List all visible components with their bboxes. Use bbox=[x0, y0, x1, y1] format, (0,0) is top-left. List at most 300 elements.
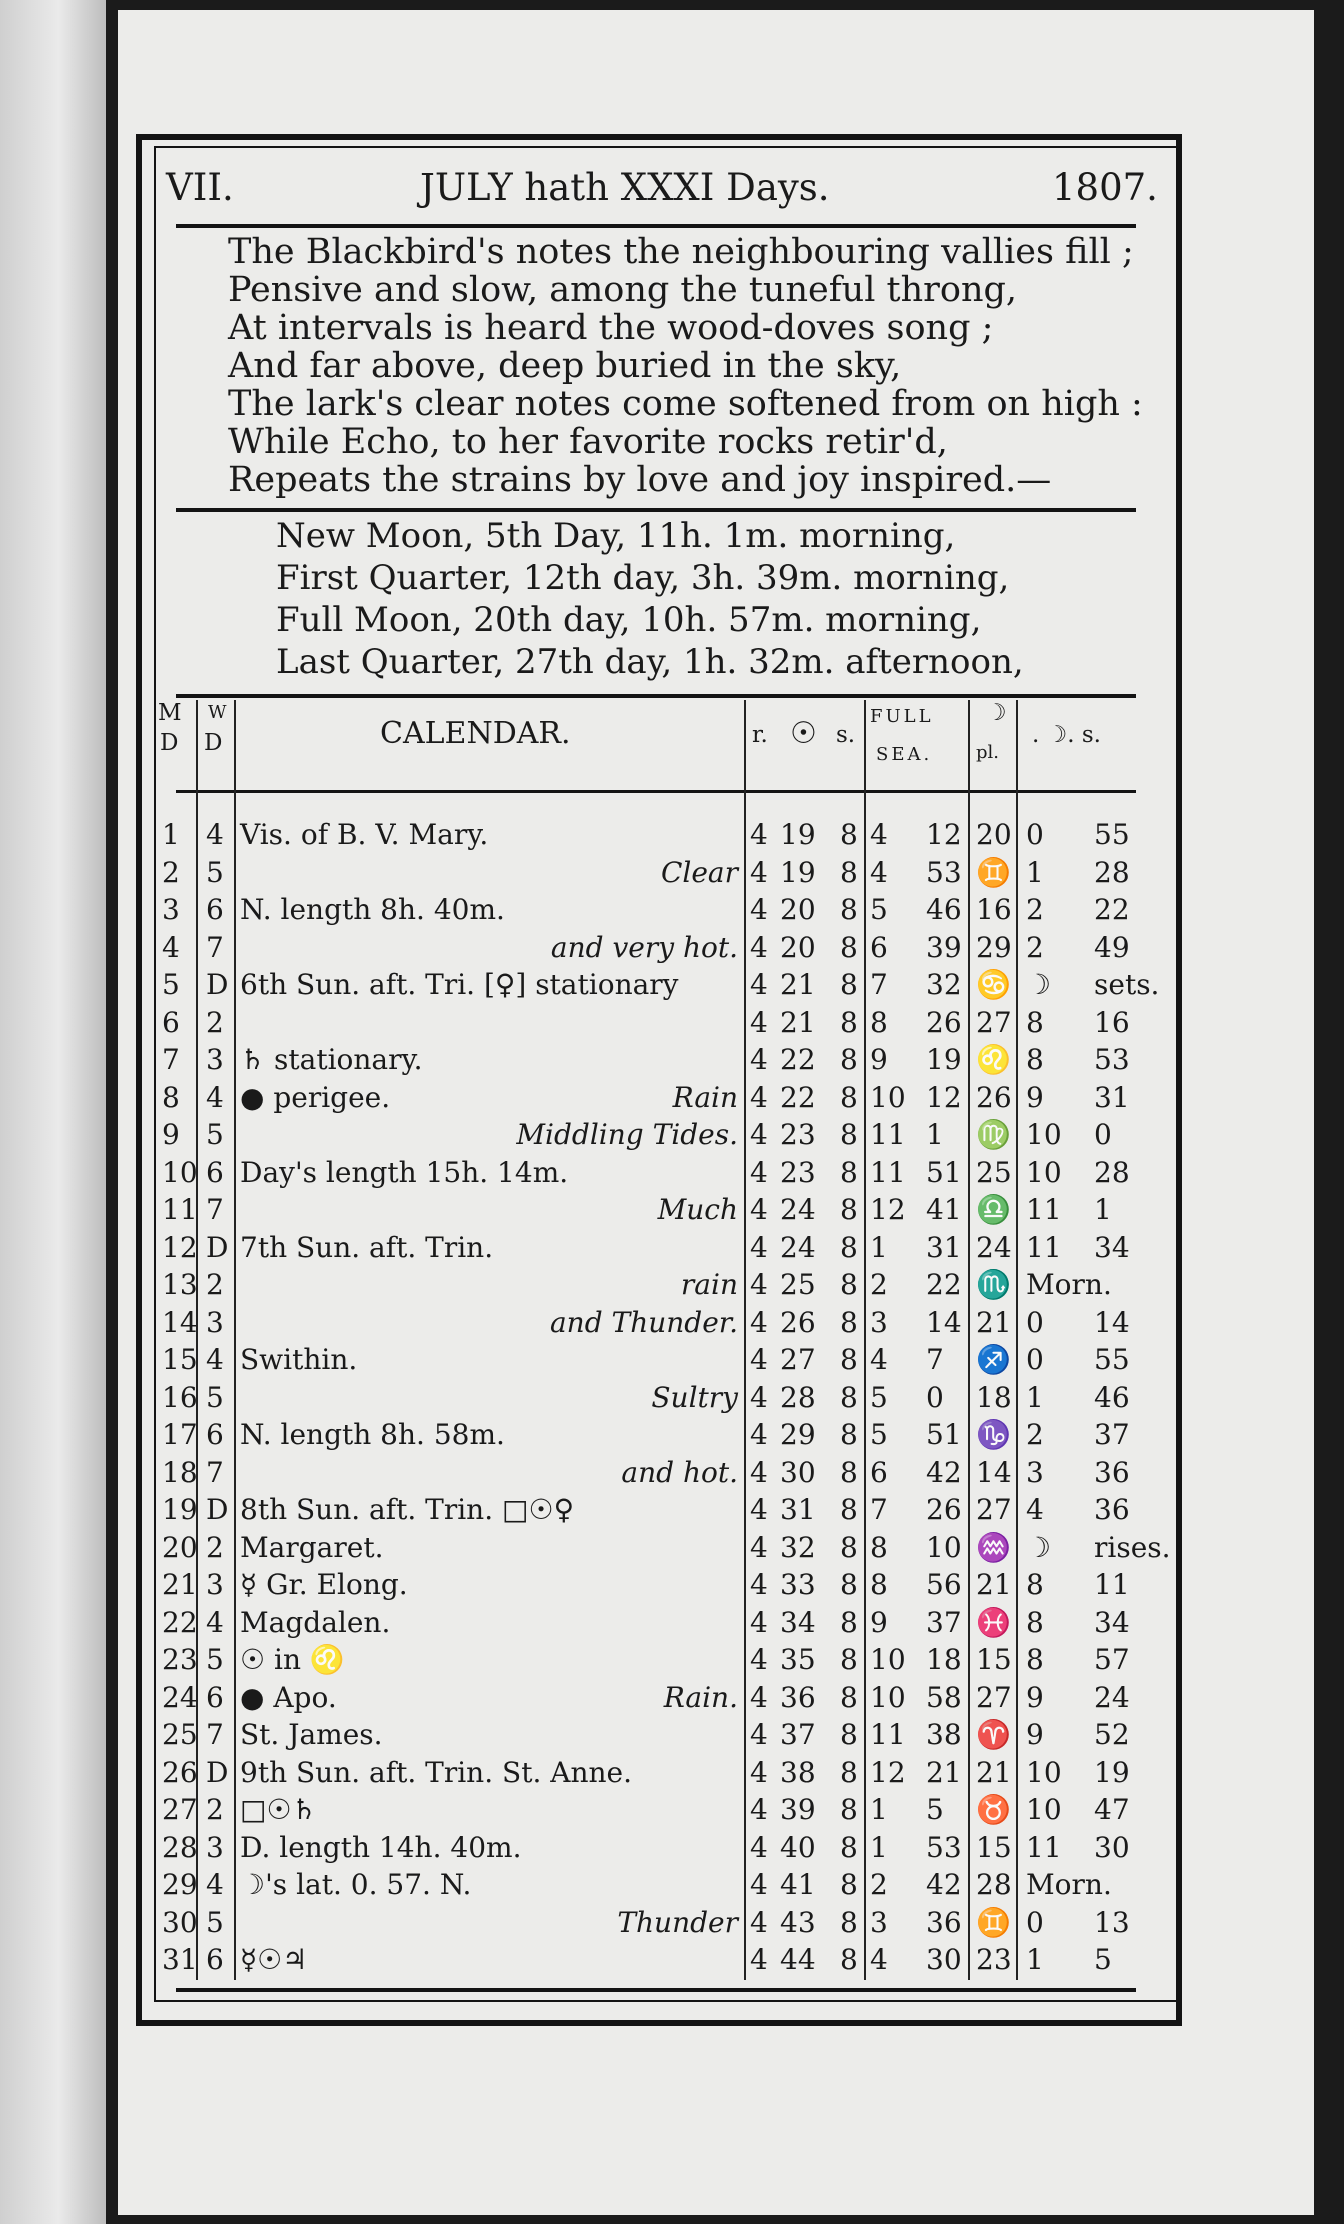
full-sea-minute: 7 bbox=[926, 1343, 944, 1376]
moon-minute: 37 bbox=[1094, 1418, 1130, 1451]
sunset-minute: 27 bbox=[780, 1343, 816, 1376]
moon-hour: 0 bbox=[1026, 818, 1044, 851]
table-row bbox=[0, 1831, 1344, 1868]
week-day: 2 bbox=[206, 1268, 224, 1301]
moon-place: 14 bbox=[976, 1455, 1012, 1489]
table-row bbox=[0, 931, 1344, 968]
full-sea-minute: 51 bbox=[926, 1155, 962, 1189]
full-sea-hour: 10 bbox=[870, 1080, 906, 1114]
poem-line: The Blackbird's notes the neighbouring vallies fill ; bbox=[228, 232, 1134, 272]
moon-place: ♊ bbox=[976, 1905, 1011, 1939]
table-bottom-rule bbox=[176, 1988, 1136, 1992]
calendar-entry: ☽'s lat. 0. 57. N. bbox=[240, 1868, 472, 1901]
moon-minute: 53 bbox=[1094, 1043, 1130, 1076]
month-day-header-2: D bbox=[160, 730, 179, 756]
table-row bbox=[0, 1456, 1344, 1493]
moon-place: 15 bbox=[976, 1643, 1012, 1676]
calendar-entry: St. James. bbox=[240, 1718, 383, 1751]
moon-place: 24 bbox=[976, 1230, 1012, 1264]
sunrise-hour: 4 bbox=[750, 1605, 768, 1639]
sunrise-hour: 4 bbox=[750, 818, 768, 851]
moon-hour: 8 bbox=[1026, 1043, 1044, 1076]
full-sea-hour: 11 bbox=[870, 1718, 906, 1751]
month-day: 15 bbox=[162, 1343, 198, 1376]
calendar-entry: 6th Sun. aft. Tri. [♀] stationary bbox=[240, 968, 679, 1001]
week-day: 3 bbox=[206, 1568, 224, 1601]
full-sea-hour: 8 bbox=[870, 1005, 888, 1039]
sunset-hour: 8 bbox=[840, 1718, 858, 1751]
moon-hour: 10 bbox=[1026, 1155, 1062, 1189]
weather-note: and Thunder. bbox=[549, 1305, 738, 1339]
calendar-entry: ♄ stationary. bbox=[240, 1043, 423, 1076]
full-sea-minute: 1 bbox=[926, 1118, 944, 1151]
moon-hour: 8 bbox=[1026, 1605, 1044, 1639]
sunset-minute: 21 bbox=[780, 968, 816, 1001]
moon-hour: 1 bbox=[1026, 1380, 1044, 1414]
week-day: 6 bbox=[206, 1943, 224, 1976]
moon-minute: 22 bbox=[1094, 893, 1130, 926]
calendar-entry: Vis. of B. V. Mary. bbox=[240, 818, 489, 851]
week-day-header: W bbox=[208, 702, 227, 723]
month-day: 1 bbox=[162, 818, 180, 851]
full-sea-hour: 11 bbox=[870, 1118, 906, 1151]
full-sea-minute: 26 bbox=[926, 1493, 962, 1526]
moon-place: 27 bbox=[976, 1493, 1012, 1526]
table-row bbox=[0, 818, 1344, 855]
sunset-hour: 8 bbox=[840, 1943, 858, 1976]
moon-minute: 52 bbox=[1094, 1718, 1130, 1751]
poem-line: And far above, deep buried in the sky, bbox=[228, 346, 902, 386]
sunset-header: s. bbox=[836, 722, 856, 748]
sunrise-hour: 4 bbox=[750, 1905, 768, 1939]
moon-minute: 11 bbox=[1094, 1568, 1130, 1601]
moon-place: 23 bbox=[976, 1943, 1012, 1976]
full-sea-minute: 0 bbox=[926, 1380, 944, 1414]
week-day: 4 bbox=[206, 1605, 224, 1639]
table-row bbox=[0, 1793, 1344, 1830]
full-sea-minute: 18 bbox=[926, 1643, 962, 1676]
full-sea-minute: 46 bbox=[926, 893, 962, 926]
sunset-minute: 25 bbox=[780, 1268, 816, 1301]
sunrise-hour: 4 bbox=[750, 1418, 768, 1451]
month-day: 31 bbox=[162, 1943, 198, 1976]
full-sea-minute: 42 bbox=[926, 1868, 962, 1901]
full-sea-minute: 12 bbox=[926, 1080, 962, 1114]
moon-minute: 34 bbox=[1094, 1230, 1130, 1264]
week-day: 4 bbox=[206, 818, 224, 851]
month-day: 13 bbox=[162, 1268, 198, 1301]
month-day: 11 bbox=[162, 1193, 198, 1226]
month-day: 6 bbox=[162, 1005, 180, 1039]
month-day: 4 bbox=[162, 930, 180, 964]
month-day: 5 bbox=[162, 968, 180, 1001]
month-day: 9 bbox=[162, 1118, 180, 1151]
calendar-entry: ● perigee. bbox=[240, 1080, 391, 1114]
calendar-header: CALENDAR. bbox=[380, 716, 571, 751]
calendar-entry: Day's length 15h. 14m. bbox=[240, 1155, 569, 1189]
sunrise-hour: 4 bbox=[750, 1230, 768, 1264]
sunset-hour: 8 bbox=[840, 1080, 858, 1114]
moon-rise-set-header: . ☽. s. bbox=[1032, 722, 1101, 748]
weather-note: Middling Tides. bbox=[516, 1118, 738, 1151]
moon-place: ♌ bbox=[976, 1043, 1011, 1076]
full-sea-hour: 1 bbox=[870, 1793, 888, 1826]
sunset-minute: 20 bbox=[780, 893, 816, 926]
sunset-minute: 32 bbox=[780, 1530, 816, 1564]
month-day: 24 bbox=[162, 1680, 198, 1714]
full-sea-hour: 3 bbox=[870, 1305, 888, 1339]
full-sea-minute: 14 bbox=[926, 1305, 962, 1339]
full-sea-hour: 2 bbox=[870, 1868, 888, 1901]
table-row bbox=[0, 1268, 1344, 1305]
month-day: 17 bbox=[162, 1418, 198, 1451]
full-sea-minute: 26 bbox=[926, 1005, 962, 1039]
calendar-entry: 8th Sun. aft. Trin. □☉♀ bbox=[240, 1493, 575, 1526]
moon-minute: 57 bbox=[1094, 1643, 1130, 1676]
sun-symbol-icon: ☉ bbox=[790, 716, 817, 751]
sunset-hour: 8 bbox=[840, 930, 858, 964]
poem-line: The lark's clear notes come softened from on high : bbox=[228, 384, 1143, 424]
week-day: 2 bbox=[206, 1793, 224, 1826]
weather-note: Much bbox=[657, 1193, 738, 1226]
sunset-minute: 38 bbox=[780, 1755, 816, 1789]
month-day: 2 bbox=[162, 855, 180, 889]
week-day: 5 bbox=[206, 855, 224, 889]
sunset-hour: 8 bbox=[840, 1043, 858, 1076]
sunrise-hour: 4 bbox=[750, 1193, 768, 1226]
moon-place: 21 bbox=[976, 1755, 1012, 1789]
month-day: 8 bbox=[162, 1080, 180, 1114]
calendar-entry: D. length 14h. 40m. bbox=[240, 1830, 522, 1864]
full-sea-minute: 56 bbox=[926, 1568, 962, 1601]
full-sea-hour: 12 bbox=[870, 1755, 906, 1789]
moon-phase-line: First Quarter, 12th day, 3h. 39m. morning, bbox=[276, 558, 1010, 598]
weather-note: and hot. bbox=[621, 1455, 738, 1489]
sunrise-hour: 4 bbox=[750, 1943, 768, 1976]
sunset-minute: 33 bbox=[780, 1568, 816, 1601]
calendar-entry: □☉♄ bbox=[240, 1793, 317, 1826]
sunset-hour: 8 bbox=[840, 1230, 858, 1264]
moon-hour: ☽ bbox=[1026, 1530, 1052, 1564]
table-row bbox=[0, 893, 1344, 930]
moon-place: 16 bbox=[976, 893, 1012, 926]
sunset-minute: 24 bbox=[780, 1193, 816, 1226]
full-sea-hour: 6 bbox=[870, 930, 888, 964]
moon-place: 15 bbox=[976, 1830, 1012, 1864]
full-sea-hour: 5 bbox=[870, 893, 888, 926]
table-row bbox=[0, 1681, 1344, 1718]
full-sea-minute: 37 bbox=[926, 1605, 962, 1639]
week-day: 7 bbox=[206, 930, 224, 964]
moon-place: ♓ bbox=[976, 1605, 1011, 1639]
table-row bbox=[0, 1043, 1344, 1080]
week-day: 6 bbox=[206, 1680, 224, 1714]
full-sea-minute: 21 bbox=[926, 1755, 962, 1789]
moon-place: ♉ bbox=[976, 1793, 1011, 1826]
sunrise-hour: 4 bbox=[750, 1118, 768, 1151]
week-day: 2 bbox=[206, 1530, 224, 1564]
sunset-hour: 8 bbox=[840, 1305, 858, 1339]
weather-note: and very hot. bbox=[550, 930, 738, 964]
sunset-hour: 8 bbox=[840, 1493, 858, 1526]
full-sea-minute: 22 bbox=[926, 1268, 962, 1301]
moon-minute: 34 bbox=[1094, 1605, 1130, 1639]
week-day: 4 bbox=[206, 1080, 224, 1114]
table-row bbox=[0, 1006, 1344, 1043]
moon-place: ♒ bbox=[976, 1530, 1011, 1564]
sunset-minute: 30 bbox=[780, 1455, 816, 1489]
full-sea-hour: 5 bbox=[870, 1418, 888, 1451]
moon-hour: 11 bbox=[1026, 1193, 1062, 1226]
moon-hour: 11 bbox=[1026, 1830, 1062, 1864]
sunrise-hour: 4 bbox=[750, 1305, 768, 1339]
sunrise-hour: 4 bbox=[750, 930, 768, 964]
moon-place: ♏ bbox=[976, 1268, 1011, 1301]
month-day: 23 bbox=[162, 1643, 198, 1676]
moon-minute: 28 bbox=[1094, 855, 1130, 889]
moon-place: ♍ bbox=[976, 1118, 1011, 1151]
moon-minute: 55 bbox=[1094, 818, 1130, 851]
sunset-minute: 41 bbox=[780, 1868, 816, 1901]
moon-hour: 10 bbox=[1026, 1755, 1062, 1789]
moon-hour: 4 bbox=[1026, 1493, 1044, 1526]
table-row bbox=[0, 1306, 1344, 1343]
full-sea-minute: 10 bbox=[926, 1530, 962, 1564]
poem-line: While Echo, to her favorite rocks retir'd, bbox=[228, 422, 948, 462]
month-day: 18 bbox=[162, 1455, 198, 1489]
sunset-hour: 8 bbox=[840, 855, 858, 889]
sunrise-header: r. bbox=[752, 722, 768, 748]
sunset-hour: 8 bbox=[840, 1680, 858, 1714]
sunset-hour: 8 bbox=[840, 1830, 858, 1864]
table-row bbox=[0, 968, 1344, 1005]
week-day: 4 bbox=[206, 1868, 224, 1901]
moon-place: 21 bbox=[976, 1305, 1012, 1339]
calendar-entry: 9th Sun. aft. Trin. St. Anne. bbox=[240, 1755, 632, 1789]
week-day: 2 bbox=[206, 1005, 224, 1039]
month-day: 30 bbox=[162, 1905, 198, 1939]
month-day: 29 bbox=[162, 1868, 198, 1901]
moon-place: 28 bbox=[976, 1868, 1012, 1901]
moon-place: 21 bbox=[976, 1568, 1012, 1601]
moon-hour: Morn. bbox=[1026, 1868, 1112, 1901]
sunset-hour: 8 bbox=[840, 1905, 858, 1939]
full-sea-hour: 7 bbox=[870, 968, 888, 1001]
moon-hour: 2 bbox=[1026, 930, 1044, 964]
moon-hour: 1 bbox=[1026, 1943, 1044, 1976]
table-row bbox=[0, 1081, 1344, 1118]
sunset-hour: 8 bbox=[840, 1793, 858, 1826]
sunset-hour: 8 bbox=[840, 1418, 858, 1451]
sunrise-hour: 4 bbox=[750, 1793, 768, 1826]
sunrise-hour: 4 bbox=[750, 1755, 768, 1789]
moon-place: ♑ bbox=[976, 1418, 1011, 1451]
sunset-minute: 31 bbox=[780, 1493, 816, 1526]
moon-hour: 10 bbox=[1026, 1793, 1062, 1826]
full-sea-minute: 38 bbox=[926, 1718, 962, 1751]
table-row bbox=[0, 1868, 1344, 1905]
week-day: 3 bbox=[206, 1305, 224, 1339]
table-row bbox=[0, 1568, 1344, 1605]
sunset-minute: 34 bbox=[780, 1605, 816, 1639]
sunset-hour: 8 bbox=[840, 893, 858, 926]
calendar-entry: ☿ Gr. Elong. bbox=[240, 1568, 408, 1601]
moon-minute: 24 bbox=[1094, 1680, 1130, 1714]
sunset-minute: 37 bbox=[780, 1718, 816, 1751]
week-day: 5 bbox=[206, 1380, 224, 1414]
moon-hour: 9 bbox=[1026, 1080, 1044, 1114]
moon-hour: 10 bbox=[1026, 1118, 1062, 1151]
week-day: 6 bbox=[206, 893, 224, 926]
moon-place: 29 bbox=[976, 930, 1012, 964]
table-row bbox=[0, 1156, 1344, 1193]
sunrise-hour: 4 bbox=[750, 1568, 768, 1601]
calendar-entry: Margaret. bbox=[240, 1530, 384, 1564]
sunset-hour: 8 bbox=[840, 968, 858, 1001]
calendar-entry: ☿☉♃ bbox=[240, 1943, 308, 1976]
sunset-hour: 8 bbox=[840, 1605, 858, 1639]
month-day: 22 bbox=[162, 1605, 198, 1639]
full-sea-minute: 5 bbox=[926, 1793, 944, 1826]
full-sea-minute: 12 bbox=[926, 818, 962, 851]
moon-hour: 0 bbox=[1026, 1905, 1044, 1939]
table-row bbox=[0, 1231, 1344, 1268]
sunset-minute: 21 bbox=[780, 1005, 816, 1039]
full-sea-minute: 53 bbox=[926, 1830, 962, 1864]
sunrise-hour: 4 bbox=[750, 968, 768, 1001]
full-sea-minute: 53 bbox=[926, 855, 962, 889]
moon-hour: 0 bbox=[1026, 1305, 1044, 1339]
sunset-minute: 44 bbox=[780, 1943, 816, 1976]
moon-hour: 3 bbox=[1026, 1455, 1044, 1489]
month-day: 25 bbox=[162, 1718, 198, 1751]
sunrise-hour: 4 bbox=[750, 1455, 768, 1489]
sunrise-hour: 4 bbox=[750, 893, 768, 926]
table-row bbox=[0, 1756, 1344, 1793]
week-day: 5 bbox=[206, 1643, 224, 1676]
sunrise-hour: 4 bbox=[750, 1718, 768, 1751]
sunset-hour: 8 bbox=[840, 1643, 858, 1676]
table-row bbox=[0, 1343, 1344, 1380]
moon-phase-line: New Moon, 5th Day, 11h. 1m. morning, bbox=[276, 516, 956, 556]
moon-minute: 36 bbox=[1094, 1493, 1130, 1526]
sunset-hour: 8 bbox=[840, 1268, 858, 1301]
weather-note: Sultry bbox=[651, 1380, 738, 1414]
moon-hour: ☽ bbox=[1026, 968, 1052, 1001]
week-day: 5 bbox=[206, 1905, 224, 1939]
moon-hour: Morn. bbox=[1026, 1268, 1112, 1301]
table-row bbox=[0, 1718, 1344, 1755]
sunset-hour: 8 bbox=[840, 1118, 858, 1151]
table-row bbox=[0, 1943, 1344, 1980]
month-day: 21 bbox=[162, 1568, 198, 1601]
sunrise-hour: 4 bbox=[750, 1343, 768, 1376]
full-sea-minute: 36 bbox=[926, 1905, 962, 1939]
sunrise-hour: 4 bbox=[750, 1643, 768, 1676]
moon-minute: 31 bbox=[1094, 1080, 1130, 1114]
sunset-minute: 22 bbox=[780, 1043, 816, 1076]
full-sea-hour: 4 bbox=[870, 818, 888, 851]
sunrise-hour: 4 bbox=[750, 1043, 768, 1076]
sunset-minute: 19 bbox=[780, 818, 816, 851]
table-row bbox=[0, 1118, 1344, 1155]
sunset-minute: 26 bbox=[780, 1305, 816, 1339]
moon-place: 20 bbox=[976, 818, 1012, 851]
moon-minute: 1 bbox=[1094, 1193, 1112, 1226]
full-sea-hour: 1 bbox=[870, 1230, 888, 1264]
week-day: 7 bbox=[206, 1718, 224, 1751]
table-row bbox=[0, 1418, 1344, 1455]
moon-minute: 49 bbox=[1094, 930, 1130, 964]
month-day: 3 bbox=[162, 893, 180, 926]
sunrise-hour: 4 bbox=[750, 1268, 768, 1301]
month-day: 19 bbox=[162, 1493, 198, 1526]
full-sea-minute: 41 bbox=[926, 1193, 962, 1226]
week-day: D bbox=[206, 1493, 229, 1526]
sunset-hour: 8 bbox=[840, 1155, 858, 1189]
weather-note: Rain. bbox=[663, 1680, 738, 1714]
moon-place: 25 bbox=[976, 1155, 1012, 1189]
moon-minute: 47 bbox=[1094, 1793, 1130, 1826]
moon-phase-line: Last Quarter, 27th day, 1h. 32m. afternoon, bbox=[276, 642, 1024, 682]
calendar-entry: ● Apo. bbox=[240, 1680, 337, 1714]
moon-phase-line: Full Moon, 20th day, 10h. 57m. morning, bbox=[276, 600, 982, 640]
sunrise-hour: 4 bbox=[750, 1080, 768, 1114]
moon-place-header: pl. bbox=[976, 742, 1000, 763]
sunset-minute: 20 bbox=[780, 930, 816, 964]
full-sea-hour: 1 bbox=[870, 1830, 888, 1864]
sunset-hour: 8 bbox=[840, 1005, 858, 1039]
sunset-hour: 8 bbox=[840, 818, 858, 851]
sunset-minute: 28 bbox=[780, 1380, 816, 1414]
sunrise-hour: 4 bbox=[750, 1830, 768, 1864]
sunset-hour: 8 bbox=[840, 1568, 858, 1601]
full-sea-hour: 4 bbox=[870, 855, 888, 889]
weather-note: rain bbox=[680, 1268, 738, 1301]
year: 1807. bbox=[1052, 166, 1158, 209]
table-row bbox=[0, 1906, 1344, 1943]
moon-minute: 46 bbox=[1094, 1380, 1130, 1414]
poem-line: Pensive and slow, among the tuneful throng, bbox=[228, 270, 1018, 310]
sunset-minute: 22 bbox=[780, 1080, 816, 1114]
full-sea-header-2: SEA. bbox=[876, 744, 933, 765]
full-sea-minute: 42 bbox=[926, 1455, 962, 1489]
full-sea-hour: 5 bbox=[870, 1380, 888, 1414]
full-sea-minute: 58 bbox=[926, 1680, 962, 1714]
full-sea-hour: 8 bbox=[870, 1568, 888, 1601]
week-day: 6 bbox=[206, 1155, 224, 1189]
moon-place: ♈ bbox=[976, 1718, 1011, 1751]
moon-place: 27 bbox=[976, 1005, 1012, 1039]
full-sea-hour: 2 bbox=[870, 1268, 888, 1301]
sunrise-hour: 4 bbox=[750, 1530, 768, 1564]
weather-note: Thunder bbox=[617, 1905, 738, 1939]
moon-place: 27 bbox=[976, 1680, 1012, 1714]
moon-place: 26 bbox=[976, 1080, 1012, 1114]
full-sea-minute: 31 bbox=[926, 1230, 962, 1264]
sunrise-hour: 4 bbox=[750, 1155, 768, 1189]
calendar-entry: Magdalen. bbox=[240, 1605, 391, 1639]
moon-place: ♊ bbox=[976, 855, 1011, 889]
week-day: D bbox=[206, 968, 229, 1001]
month-day: 20 bbox=[162, 1530, 198, 1564]
sunset-minute: 29 bbox=[780, 1418, 816, 1451]
moon-minute: 19 bbox=[1094, 1755, 1130, 1789]
full-sea-minute: 19 bbox=[926, 1043, 962, 1076]
moon-place: 18 bbox=[976, 1380, 1012, 1414]
sunset-hour: 8 bbox=[840, 1455, 858, 1489]
moon-minute: sets. bbox=[1094, 968, 1160, 1001]
